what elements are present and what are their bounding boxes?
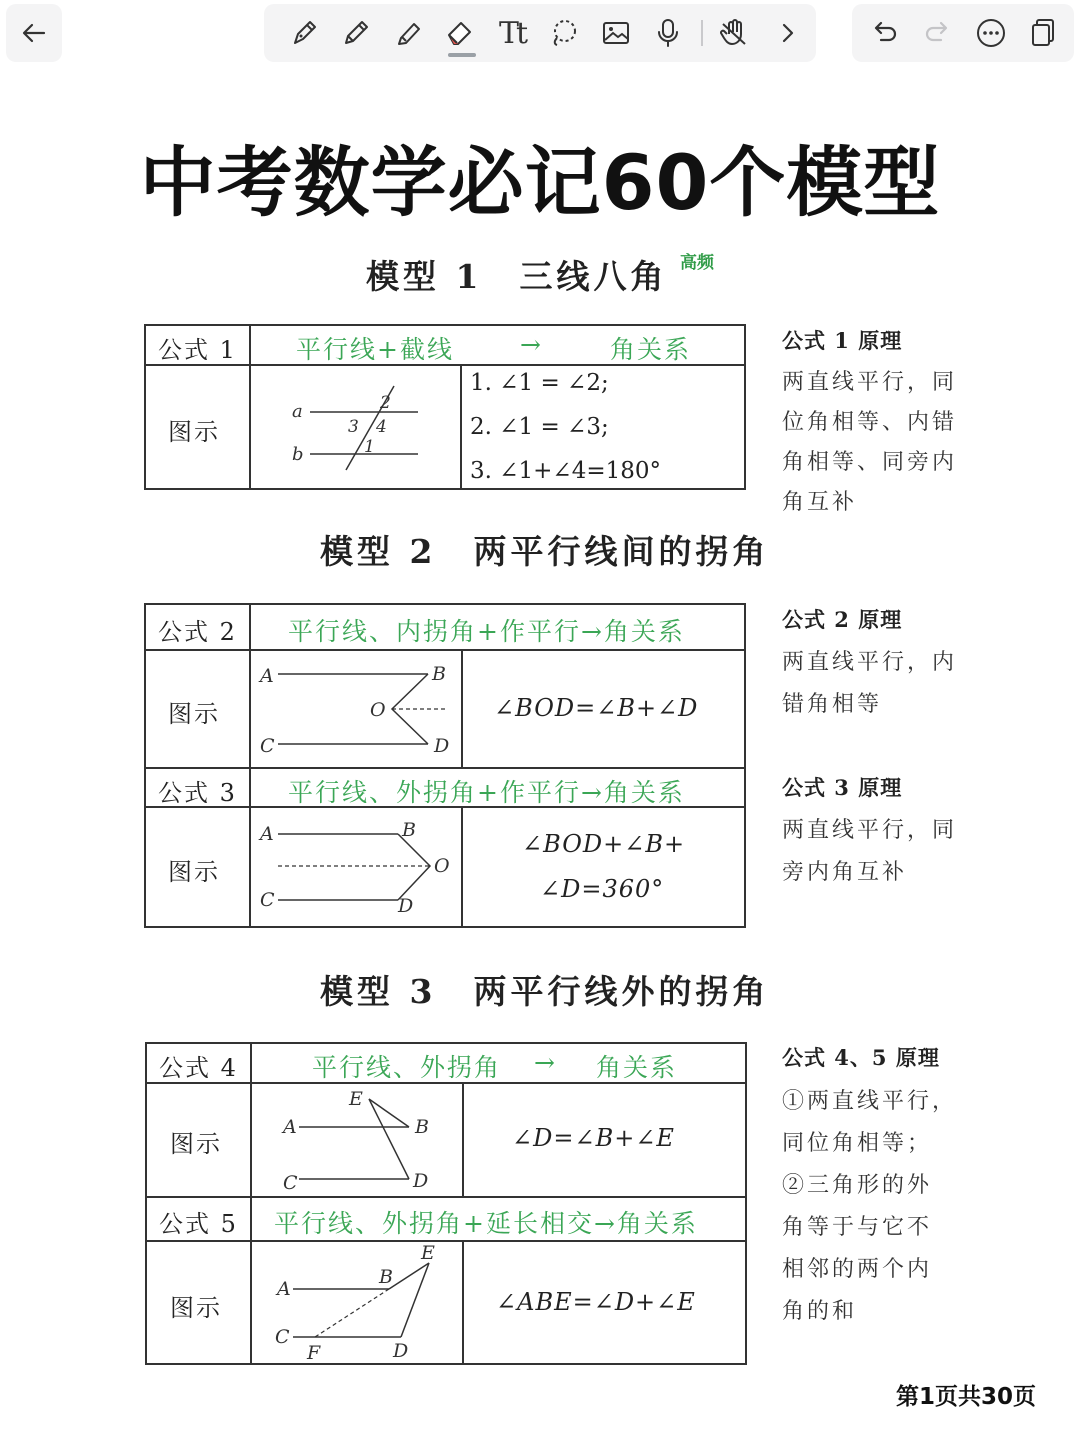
pencil-tool-button[interactable] [334,11,378,55]
back-button[interactable] [12,11,56,55]
voice-tool-button[interactable] [646,11,690,55]
more-button[interactable] [969,11,1013,55]
figure-5-label: 图示 [170,1294,222,1322]
page-indicator: 第1页共30页 [895,1384,1036,1410]
point-a-label: A [260,665,274,687]
table-3-inner-divider [462,1240,464,1365]
table-2-inner-divider [461,806,463,928]
note-45-line: 相邻的两个内 [782,1257,933,1282]
figure-3-outer-turn [252,810,460,926]
toolbar-divider [701,20,703,46]
formula-2-label: 公式 2 [158,618,237,646]
line-b-label: b [292,444,304,465]
model-3-title: 模型 3 两平行线外的拐角 [320,972,770,1011]
note-3-line: 旁内角互补 [782,860,908,885]
toolbar-expand-button[interactable] [766,11,810,55]
note-45-line: 角等于与它不 [782,1215,933,1240]
note-45-line: ②三角形的外 [782,1173,933,1198]
formula-5-label: 公式 5 [159,1210,238,1238]
angle-1-label: 1 [364,437,375,457]
point-d-label: D [393,1340,409,1362]
point-o-label: O [370,699,386,721]
selected-tool-indicator [448,53,476,57]
pen-icon [287,16,321,50]
formula-4-head-right: 角关系 [596,1053,678,1082]
point-a-label: A [260,823,274,845]
relation-2: 2. ∠1 = ∠3; [470,414,609,440]
formula-3-head: 平行线、外拐角+作平行→角关系 [288,778,685,807]
note-3-line: 两直线平行，同 [782,818,958,843]
relation-1: 1. ∠1 = ∠2; [470,370,609,396]
text-tool-button[interactable] [490,11,534,55]
point-c-label: C [260,889,275,911]
figure-5-extended-intersection [253,1243,461,1363]
note-2-title: 公式 2 原理 [782,607,903,632]
touch-tool-button[interactable] [712,11,756,55]
formula-4-expression: ∠D=∠B+∠E [512,1124,675,1152]
eraser-tool-button[interactable] [438,11,482,55]
figure-3-label: 图示 [168,858,220,886]
note-2-line: 错角相等 [782,692,883,717]
figure-4-label: 图示 [170,1130,222,1158]
microphone-icon [651,16,685,50]
table-3-inner-divider [462,1082,464,1196]
table-2-col-divider [249,603,251,928]
redo-icon [921,16,955,50]
model-2-title: 模型 2 两平行线间的拐角 [320,532,770,571]
point-o-label: O [434,855,450,877]
formula-4-head-arrow: → [534,1048,557,1077]
point-c-label: C [260,735,275,757]
figure-1-transversal [252,368,458,488]
marker-tool-button[interactable] [386,11,430,55]
table-2-divider [144,767,746,769]
lasso-icon [547,16,581,50]
marker-icon [391,16,425,50]
undo-icon [867,16,901,50]
formula-5-head: 平行线、外拐角+延长相交→角关系 [274,1209,698,1238]
note-3-title: 公式 3 原理 [782,775,903,800]
angle-2-label: 2 [380,393,391,413]
formula-4-head-left: 平行线、外拐角 [312,1053,502,1082]
note-1-line: 角互补 [782,490,858,515]
pen-tool-button[interactable] [282,11,326,55]
note-1-line: 两直线平行，同 [782,370,958,395]
model-1-title: 模型 1 三线八角 [366,257,668,296]
more-icon [974,16,1008,50]
point-b-label: B [402,819,416,841]
eraser-icon [443,16,477,50]
formula-3-expression-line-2: ∠D=360° [540,875,665,903]
note-1-line: 角相等、同旁内 [782,450,958,475]
note-1-line: 位角相等、内错 [782,410,958,435]
point-d-label: D [413,1170,429,1192]
table-1-col-divider [249,324,251,490]
point-f-label: F [307,1342,321,1363]
formula-2-head: 平行线、内拐角+作平行→角关系 [288,617,685,646]
table-2-divider [144,649,746,651]
table-3-divider [145,1196,747,1198]
formula-1-head-arrow: → [520,330,543,359]
figure-1-label: 图示 [168,418,220,446]
point-e-label: E [421,1243,435,1264]
formula-3-label: 公式 3 [158,779,237,807]
note-45-line: ①两直线平行， [782,1089,958,1114]
note-45-title: 公式 4、5 原理 [782,1045,940,1070]
note-2-line: 两直线平行，内 [782,650,958,675]
angle-3-label: 3 [348,417,359,437]
note-1-title: 公式 1 原理 [782,328,903,353]
table-2-inner-divider [461,649,463,767]
undo-button[interactable] [862,11,906,55]
pencil-icon [339,16,373,50]
back-arrow-icon [17,16,51,50]
note-45-line: 角的和 [782,1299,858,1324]
point-b-label: B [379,1266,393,1288]
point-a-label: A [283,1116,297,1138]
formula-4-label: 公式 4 [159,1054,238,1082]
point-c-label: C [283,1172,298,1194]
table-3-divider [145,1240,747,1242]
point-d-label: D [398,895,414,917]
point-b-label: B [432,663,446,685]
page-title: 中考数学必记60个模型 [139,138,941,227]
table-3-col-divider [250,1042,252,1365]
chevron-right-icon [771,16,805,50]
formula-3-expression-line-1: ∠BOD+∠B+ [522,830,686,858]
high-frequency-badge: 高频 [680,253,714,273]
text-tool-icon: Tt [498,15,526,51]
note-45-line: 同位角相等； [782,1131,933,1156]
figure-2-label: 图示 [168,700,220,728]
pages-button[interactable] [1020,11,1064,55]
pages-icon [1025,16,1059,50]
hand-touch-icon [717,16,751,50]
image-icon [599,16,633,50]
point-d-label: D [434,735,450,757]
formula-2-expression: ∠BOD=∠B+∠D [494,694,699,722]
relation-3: 3. ∠1+∠4=180° [470,458,662,484]
point-b-label: B [415,1116,429,1138]
formula-1-head-right: 角关系 [610,335,692,364]
formula-1-head-left: 平行线+截线 [296,335,454,364]
figure-4-outer-turn [253,1085,461,1195]
image-tool-button[interactable] [594,11,638,55]
point-e-label: E [349,1088,363,1110]
line-a-label: a [292,401,303,422]
redo-button[interactable] [916,11,960,55]
point-c-label: C [275,1326,290,1348]
point-a-label: A [277,1278,291,1300]
figure-2-inner-turn [252,652,460,766]
table-1-inner-divider [460,364,462,490]
angle-4-label: 4 [376,417,387,437]
lasso-tool-button[interactable] [542,11,586,55]
formula-5-expression: ∠ABE=∠D+∠E [496,1288,696,1316]
formula-1-label: 公式 1 [158,336,237,364]
